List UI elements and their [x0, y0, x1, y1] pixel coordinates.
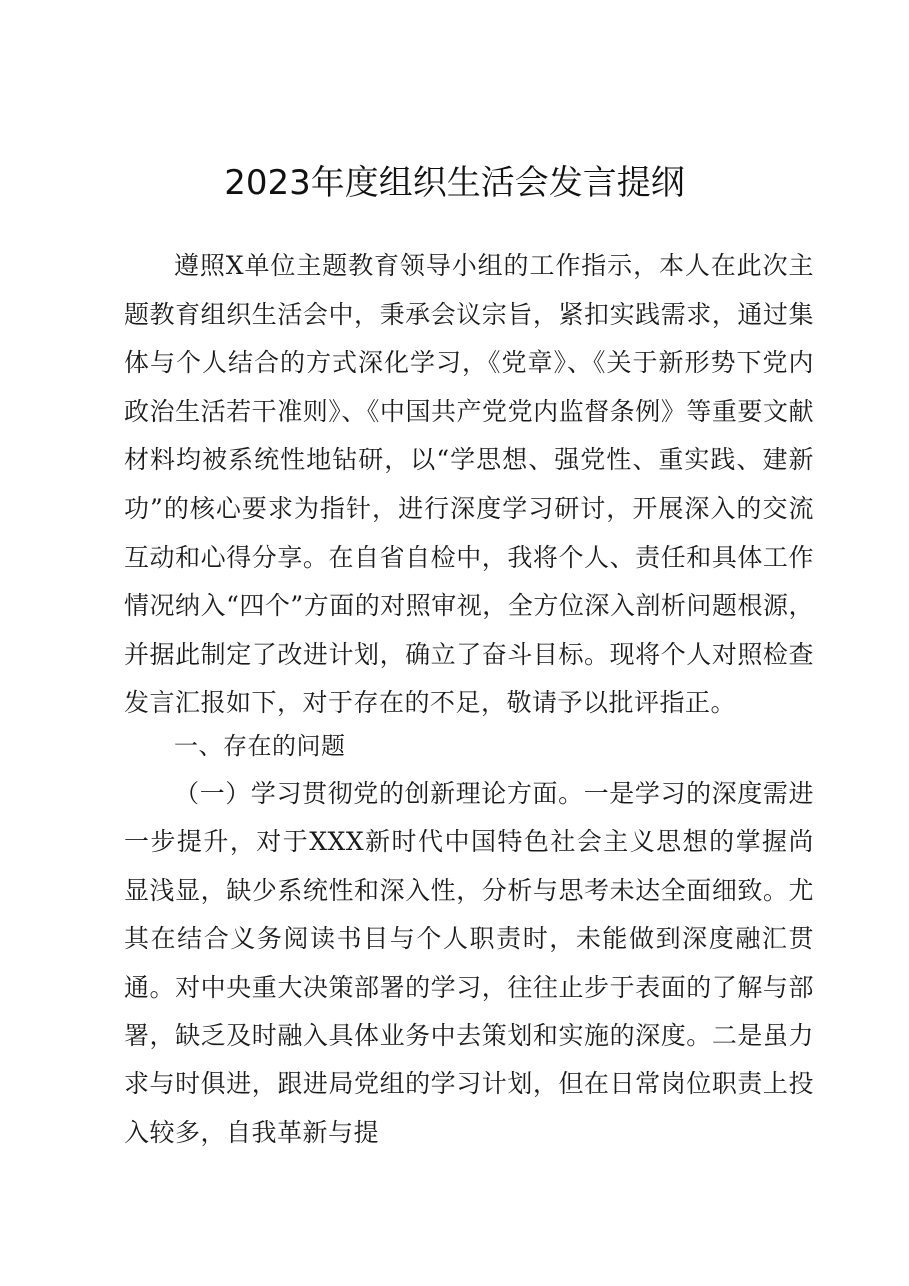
section-heading: 一、存在的问题 — [174, 732, 346, 760]
subsection-body: 一是学习的深度需进一步提升，对于XXX新时代中国特色社会主义思想的掌握尚显浅显，缺少系统性和深入性，分析与思考未达全面细致。尤其在结合义务阅读书目与个人职责时，未能做到深度融汇贯通。对中央重大决策部署的学习，往往止步于表面的了解与部署，缺乏及时融入具体业务中去策划和实施的深度。二是虽力求与时俱进，跟进局党组的学习计划，但在日常岗位职责上投入较多，自我革新与提 — [124, 779, 814, 1147]
document-title: 2023年度组织生活会发言提纲 — [224, 163, 685, 203]
subsection-paragraph — [124, 770, 814, 1157]
subsection-heading: （一）学习贯彻党的创新理论方面。 — [174, 779, 584, 808]
intro-paragraph: 遵照X单位主题教育领导小组的工作指示，本人在此次主题教育组织生活会中，秉承会议宗旨，紧扣实践需求，通过集体与个人结合的方式深化学习，《党章》、《关于新形势下党内政治生活若干准则》、《中国共产党党内监督条例》等重要文献材料均被系统性地钻研，以“学思想、强党性、重实践、建新功”的核心要求为指针，进行深度学习研讨，开展深入的交流互动和心得分享。在自省自检中，我将个人、责任和具体工作情况纳入“四个”方面的对照审视，全方位深入剖析问题根源，并据此制定了改进计划，确立了奋斗目标。现将个人对照检查发言汇报如下，对于存在的不足，敬请予以批评指正。 — [124, 251, 814, 718]
